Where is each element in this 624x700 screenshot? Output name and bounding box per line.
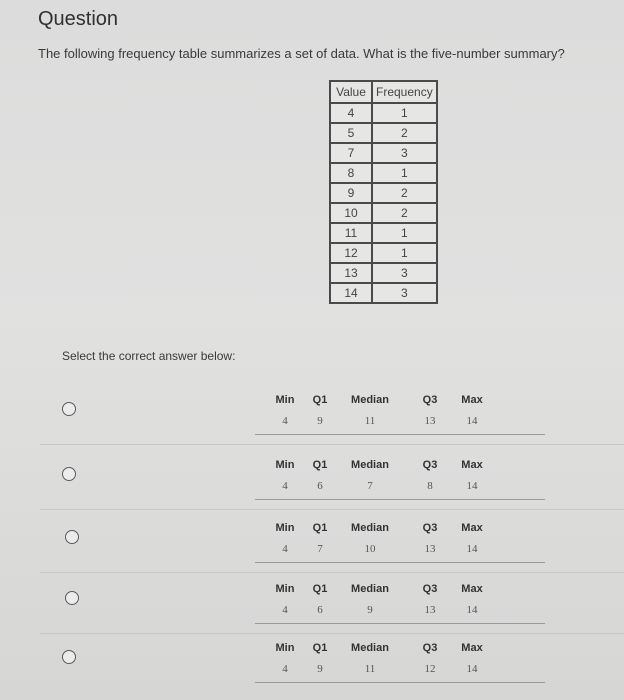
value-cell: 14	[330, 283, 372, 303]
summary-label-median: Median	[351, 522, 389, 534]
frequency-cell: 2	[372, 123, 437, 143]
summary-label-q1: Q1	[312, 394, 328, 406]
value-cell: 12	[330, 243, 372, 263]
summary-value-q1: 9	[317, 663, 323, 675]
table-row	[330, 203, 437, 223]
summary-value-q1: 7	[317, 543, 323, 555]
summary-label-max: Max	[461, 583, 483, 595]
summary-value-median: 11	[364, 663, 376, 675]
summary-label-q1: Q1	[312, 583, 328, 595]
option-divider	[40, 633, 624, 634]
summary-value-q1: 6	[317, 604, 323, 616]
table-row	[330, 103, 437, 123]
summary-label-max: Max	[461, 642, 483, 654]
frequency-cell: 3	[372, 283, 437, 303]
summary-underline	[255, 623, 545, 624]
summary-value-max: 14	[466, 604, 478, 616]
summary-label-max: Max	[461, 522, 483, 534]
answer-option[interactable]	[50, 455, 620, 515]
frequency-cell: 1	[372, 243, 437, 263]
summary-label-median: Median	[351, 642, 389, 654]
answer-option[interactable]	[50, 579, 620, 639]
summary-label-q3: Q3	[422, 642, 438, 654]
radio-button[interactable]	[62, 467, 76, 481]
summary-label-min: Min	[275, 642, 295, 654]
summary-value-min: 4	[282, 604, 288, 616]
value-cell: 10	[330, 203, 372, 223]
column-header-value: Value	[330, 81, 372, 103]
option-divider	[40, 444, 624, 445]
table-row	[330, 283, 437, 303]
summary-value-median: 9	[367, 604, 373, 616]
radio-button[interactable]	[65, 530, 79, 544]
frequency-cell: 3	[372, 263, 437, 283]
value-cell: 7	[330, 143, 372, 163]
value-cell: 11	[330, 223, 372, 243]
value-cell: 5	[330, 123, 372, 143]
summary-label-q1: Q1	[312, 642, 328, 654]
summary-label-min: Min	[275, 583, 295, 595]
summary-value-max: 14	[466, 663, 478, 675]
summary-value-q3: 13	[424, 415, 436, 427]
option-divider	[40, 509, 624, 510]
frequency-cell: 3	[372, 143, 437, 163]
summary-label-min: Min	[275, 394, 295, 406]
summary-label-median: Median	[351, 583, 389, 595]
frequency-table	[329, 80, 438, 304]
summary-label-q3: Q3	[422, 459, 438, 471]
column-header-frequency: Frequency	[372, 81, 437, 103]
summary-label-median: Median	[351, 394, 389, 406]
table-row	[330, 223, 437, 243]
answer-option[interactable]	[50, 638, 620, 698]
summary-label-median: Median	[351, 459, 389, 471]
summary-value-q1: 6	[317, 480, 323, 492]
summary-value-median: 11	[364, 415, 376, 427]
summary-underline	[255, 499, 545, 500]
table-row	[330, 123, 437, 143]
answer-option[interactable]	[50, 390, 620, 450]
summary-underline	[255, 434, 545, 435]
summary-label-q3: Q3	[422, 522, 438, 534]
table-row	[330, 263, 437, 283]
table-row	[330, 143, 437, 163]
summary-value-min: 4	[282, 543, 288, 555]
summary-label-q1: Q1	[312, 522, 328, 534]
summary-value-q3: 13	[424, 604, 436, 616]
summary-label-min: Min	[275, 459, 295, 471]
summary-value-q3: 8	[427, 480, 433, 492]
select-answer-prompt: Select the correct answer below:	[62, 349, 236, 363]
summary-underline	[255, 562, 545, 563]
frequency-cell: 2	[372, 203, 437, 223]
summary-value-max: 14	[466, 543, 478, 555]
table-row	[330, 243, 437, 263]
summary-label-q1: Q1	[312, 459, 328, 471]
radio-button[interactable]	[62, 650, 76, 664]
table-header-row	[330, 81, 437, 103]
summary-value-median: 10	[364, 543, 376, 555]
table-row	[330, 163, 437, 183]
table-row	[330, 183, 437, 203]
frequency-cell: 1	[372, 103, 437, 123]
summary-value-max: 14	[466, 480, 478, 492]
question-title: Question	[38, 8, 119, 30]
summary-value-min: 4	[282, 663, 288, 675]
summary-value-median: 7	[367, 480, 373, 492]
answer-option[interactable]	[50, 518, 620, 578]
summary-label-max: Max	[461, 459, 483, 471]
option-divider	[40, 572, 624, 573]
value-cell: 8	[330, 163, 372, 183]
summary-value-q1: 9	[317, 415, 323, 427]
value-cell: 13	[330, 263, 372, 283]
summary-underline	[255, 682, 545, 683]
summary-label-q3: Q3	[422, 583, 438, 595]
summary-value-q3: 13	[424, 543, 436, 555]
radio-button[interactable]	[62, 402, 76, 416]
frequency-cell: 1	[372, 223, 437, 243]
summary-value-q3: 12	[424, 663, 436, 675]
summary-value-min: 4	[282, 415, 288, 427]
question-prompt: The following frequency table summarizes a set of data. What is the five-number summary?	[38, 46, 565, 61]
frequency-cell: 2	[372, 183, 437, 203]
summary-value-min: 4	[282, 480, 288, 492]
frequency-cell: 1	[372, 163, 437, 183]
summary-value-max: 14	[466, 415, 478, 427]
value-cell: 9	[330, 183, 372, 203]
summary-label-min: Min	[275, 522, 295, 534]
radio-button[interactable]	[65, 591, 79, 605]
summary-label-q3: Q3	[422, 394, 438, 406]
value-cell: 4	[330, 103, 372, 123]
summary-label-max: Max	[461, 394, 483, 406]
